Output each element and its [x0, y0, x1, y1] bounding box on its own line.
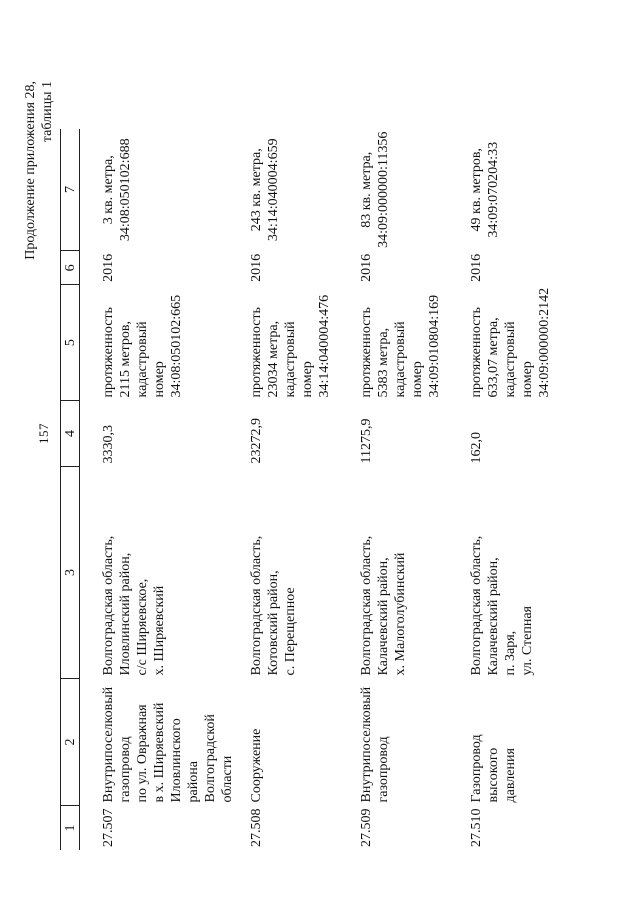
cell-value: 3330,3: [101, 425, 116, 464]
column-header: 7: [61, 129, 80, 251]
cell-characteristics: протяженность 2115 метров, кадастровый номер 34:08:050102:665: [101, 294, 184, 398]
cell-year: 2016: [101, 253, 116, 282]
caption-line-2: таблицы 1: [40, 81, 55, 143]
cell-address: Волгоградская область, Калачевский район, х. Малоголубинский: [359, 535, 408, 676]
cell-object-name: Внутрипоселковый газопровод по ул. Овражная в х. Ширяевский Иловлинского района Волгоградской области: [101, 686, 235, 803]
data-table: [60, 129, 566, 850]
cell-land-plot: 49 кв. метров, 34:09:070204:33: [469, 141, 501, 238]
cell-year: 2016: [249, 253, 264, 282]
cell-number: 27.507: [101, 808, 116, 847]
cell-land-plot: 83 кв. метра, 34:09:000000:11356: [359, 131, 391, 248]
cell-year: 2016: [469, 253, 484, 282]
cell-object-name: Газопровод высокого давления: [469, 734, 518, 803]
cell-number: 27.510: [469, 808, 484, 847]
cell-value: 23272,9: [249, 418, 264, 464]
caption-line-1: Продолжение приложения 28,: [23, 81, 38, 260]
table-caption: [22, 81, 56, 260]
table-row: [456, 129, 566, 850]
table-row: [236, 129, 346, 850]
page-number: 157: [36, 423, 51, 444]
column-header: 1: [61, 806, 80, 851]
cell-address: Волгоградская область, Иловлинский район, с/с Ширяевское, х. Ширяевский: [101, 535, 167, 676]
cell-characteristics: протяженность 633,07 метра, кадастровый номер 34:09:000000:2142: [469, 287, 552, 398]
cell-address: Волгоградская область, Калачевский район, п. Заря, ул. Степная: [469, 535, 535, 676]
rotated-page-content: [20, 45, 600, 885]
cell-number: 27.508: [249, 808, 264, 847]
cell-land-plot: 243 кв. метра, 34:14:040004:659: [249, 138, 281, 242]
table-row: [80, 129, 237, 850]
column-header: 4: [61, 401, 80, 467]
cell-value: 162,0: [469, 432, 484, 464]
column-header: 6: [61, 251, 80, 285]
cell-land-plot: 3 кв. метра, 34:08:050102:688: [101, 138, 133, 242]
cell-object-name: Внутрипоселковый газопровод: [359, 686, 391, 803]
cell-object-name: Сооружение: [249, 728, 264, 803]
cell-year: 2016: [359, 253, 374, 282]
header-row: [61, 129, 80, 850]
cell-address: Волгоградская область, Котовский район, с. Перещепное: [249, 535, 298, 676]
table-row: [346, 129, 456, 850]
cell-characteristics: протяженность 5383 метра, кадастровый номер 34:09:010804:169: [359, 294, 442, 398]
column-header: 3: [61, 467, 80, 679]
cell-number: 27.509: [359, 808, 374, 847]
cell-characteristics: протяженность 23034 метра, кадастровый номер 34:14:040004:476: [249, 294, 332, 398]
cell-value: 11275,9: [359, 418, 374, 464]
column-header: 2: [61, 679, 80, 806]
column-header: 5: [61, 285, 80, 401]
